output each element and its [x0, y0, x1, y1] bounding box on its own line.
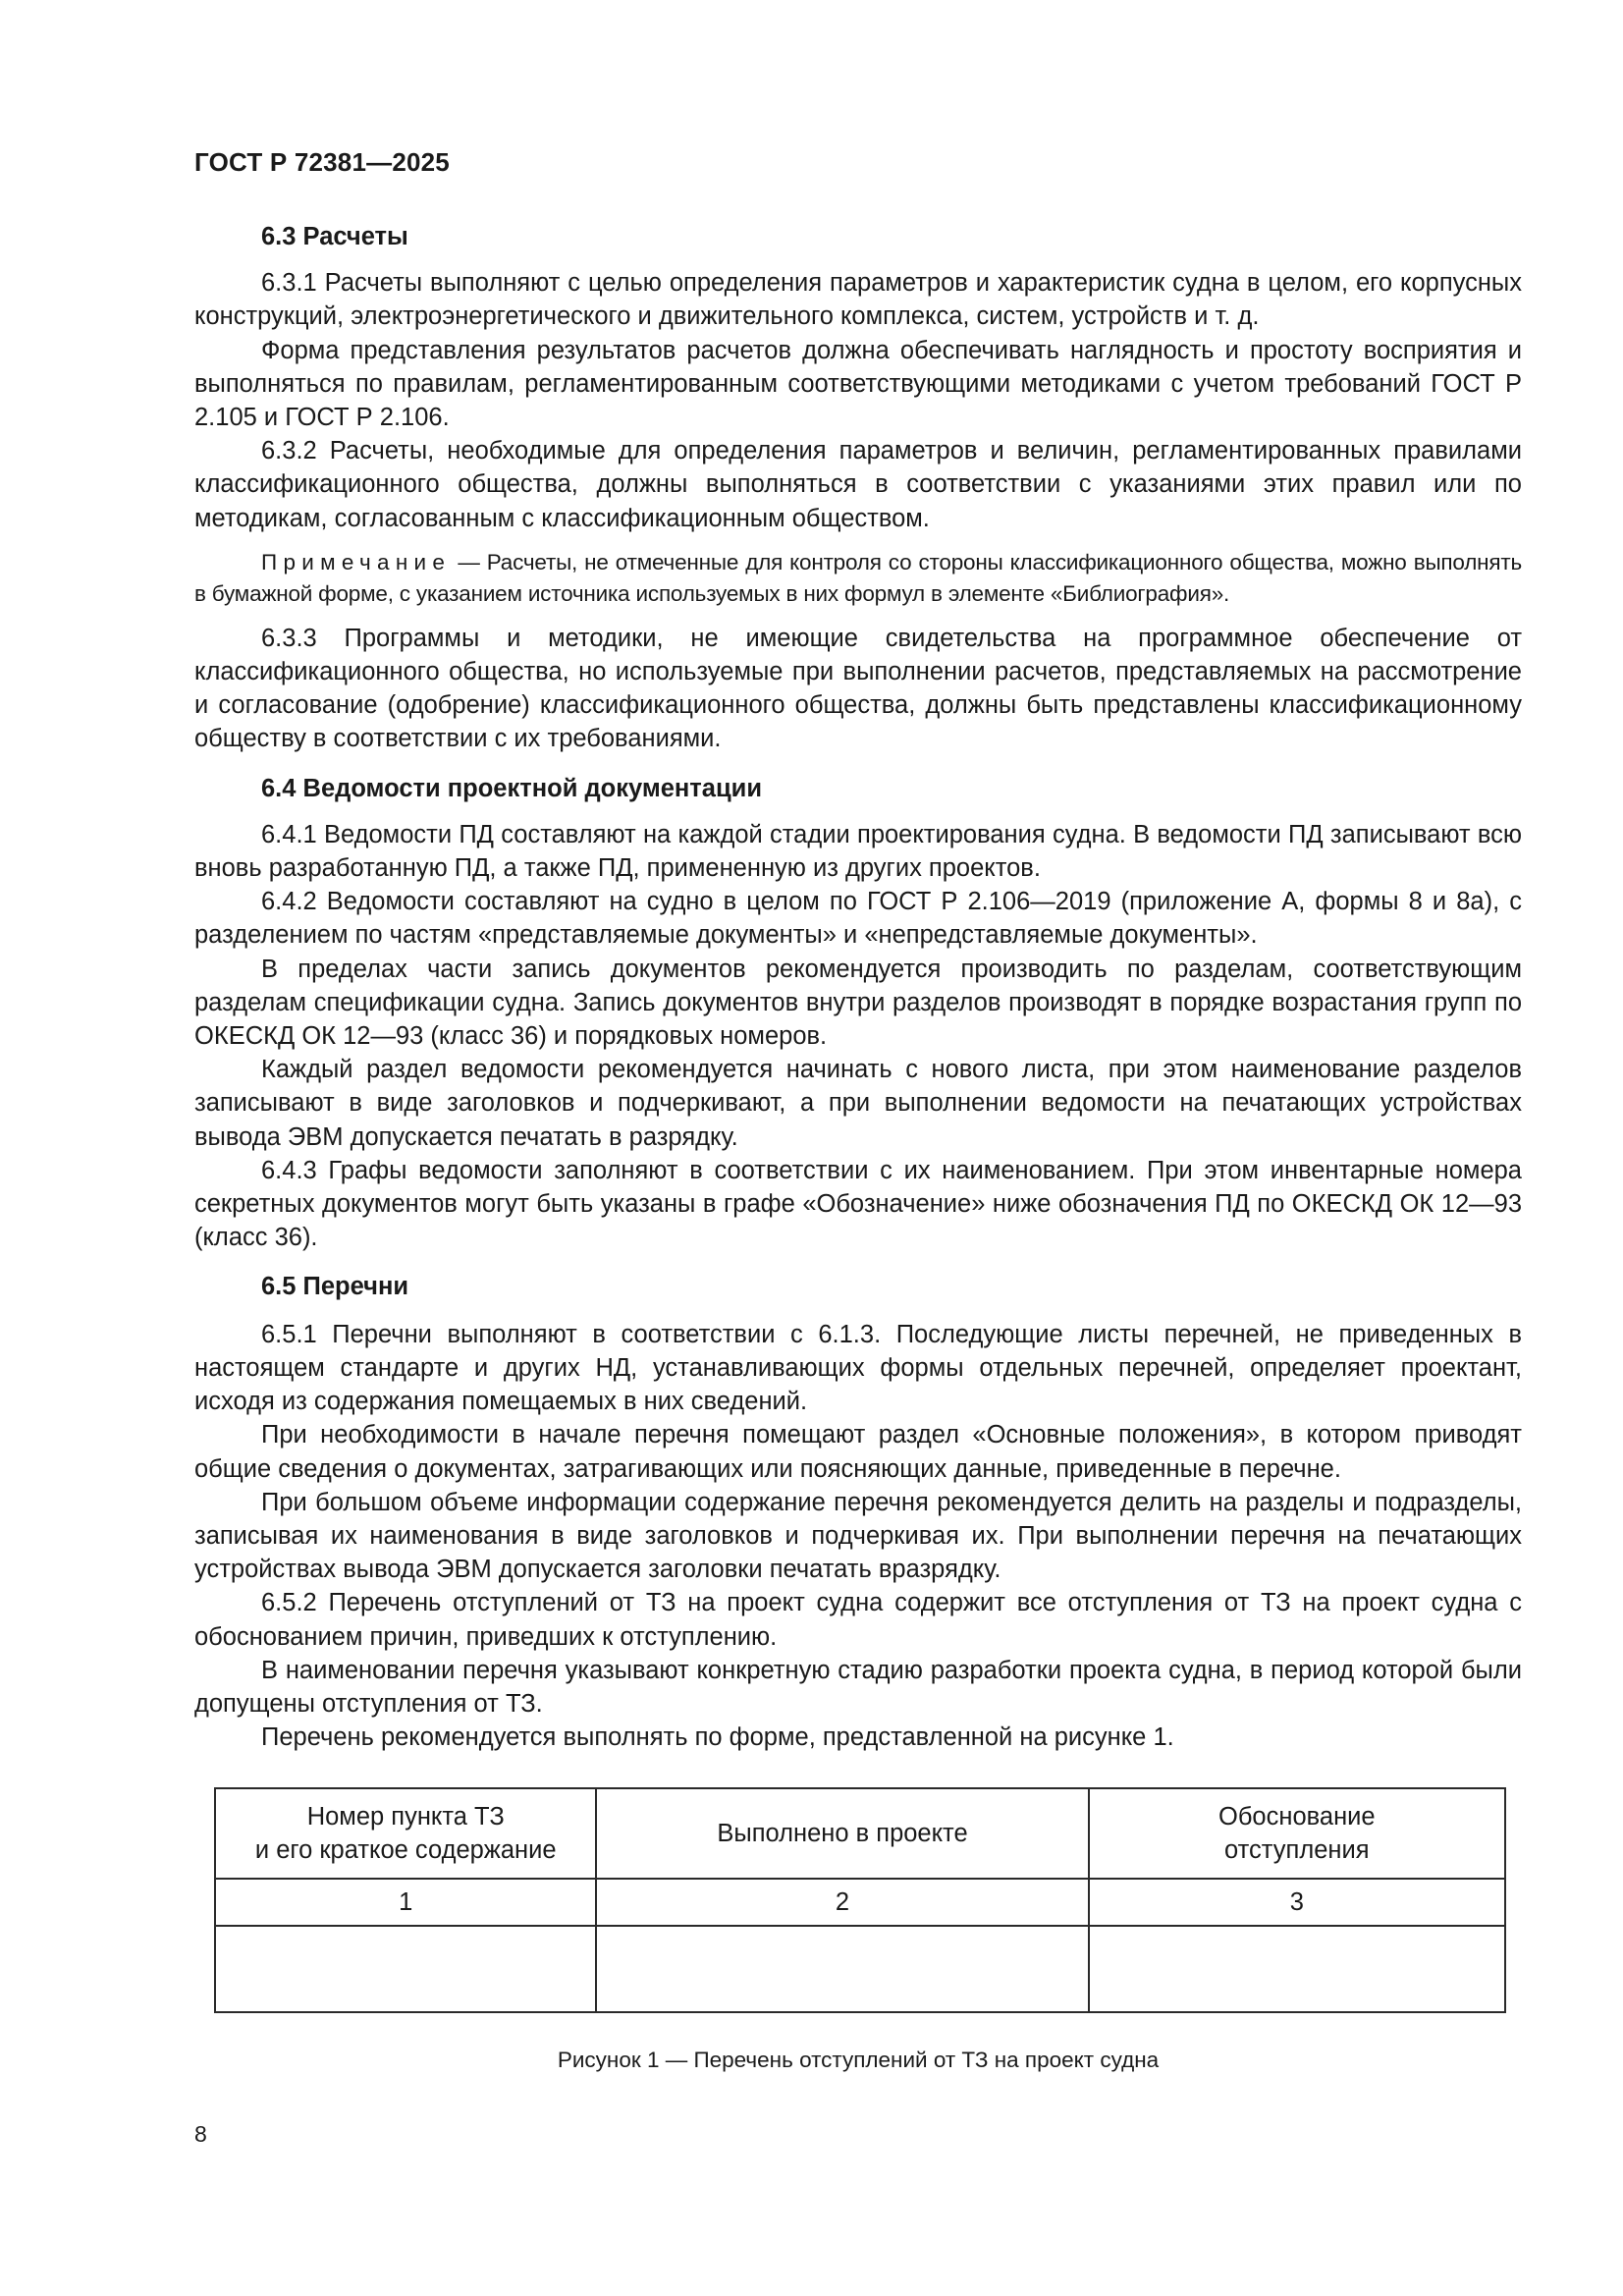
- paragraph-6-5-1-volume: При большом объеме информации содержание перечня рекомендуется делить на разделы и подразделы, записывая их наименования в виде заголовков и подчеркивая их. При выполнении перечня на печатающих устройствах вывода ЭВМ допускается заголовки печатать вразрядку.: [194, 1488, 1522, 1584]
- header-col3-line2: отступления: [1224, 1836, 1370, 1864]
- page-number: 8: [194, 2121, 207, 2147]
- header-col1-line2: и его краткое содержание: [254, 1836, 557, 1864]
- table-cell-empty: [596, 1926, 1088, 2012]
- paragraph-6-3-2: 6.3.2 Расчеты, необходимые для определения параметров и величин, регламентированных правилами классификационного общества, должны выполняться в соответствии с указаниями этих правил или по методикам, согласованным с классификационным обществом.: [194, 437, 1522, 532]
- header-col1-line1: Номер пункта ТЗ: [306, 1803, 505, 1831]
- table-cell-empty: [215, 1926, 596, 2012]
- paragraph-6-4-1: 6.4.1 Ведомости ПД составляют на каждой стадии проектирования судна. В ведомости ПД записывают всю вновь разработанную ПД, а также ПД, примененную из других проектов.: [194, 820, 1522, 883]
- paragraph-6-3-1: 6.3.1 Расчеты выполняют с целью определения параметров и характеристик судна в целом, его корпусных конструкций, электроэнергетического и движительного комплекса, систем, устройств и т. д.: [194, 269, 1522, 331]
- paragraph-6-5-1: 6.5.1 Перечни выполняют в соответствии с 6.1.3. Последующие листы перечней, не приведенных в настоящем стандарте и других НД, устанавливающих формы отдельных перечней, определяет проектант, исходя из содержания помещаемых в них сведений.: [194, 1320, 1522, 1416]
- section-heading-6-3: 6.3 Расчеты: [261, 223, 408, 250]
- paragraph-6-5-2: 6.5.2 Перечень отступлений от ТЗ на проект судна содержит все отступления от ТЗ на проект судна с обоснованием причин, приведших к отступлению.: [194, 1589, 1522, 1651]
- section-heading-6-5: 6.5 Перечни: [261, 1273, 409, 1301]
- table-cell-empty: [1089, 1926, 1505, 2012]
- table-row-empty: [215, 1926, 1505, 2012]
- table-header-row: [215, 1788, 1505, 1879]
- paragraph-6-3-3: 6.3.3 Программы и методики, не имеющие свидетельства на программное обеспечение от классификационного общества, но используемые при выполнении расчетов, представляемых на рассмотрение и согласование (одобрение) классификационного общества, должны быть представлены классификационному обществу в соответствии с их требованиями.: [194, 624, 1522, 753]
- paragraph-6-3-1-form: Форма представления результатов расчетов должна обеспечивать наглядность и простоту восприятия и выполняться по правилам, регламентированным соответствующими методиками с учетом требований ГОСТ Р 2.105 и ГОСТ Р 2.106.: [194, 336, 1522, 432]
- deviation-table: [214, 1787, 1506, 2013]
- table-cell-number: 1: [215, 1879, 596, 1926]
- note-6-3: [194, 547, 1522, 610]
- note-label: Примечание: [261, 549, 452, 574]
- table-header-cell: [215, 1788, 596, 1879]
- document-header: ГОСТ Р 72381—2025: [194, 147, 450, 177]
- section-heading-6-4: 6.4 Ведомости проектной документации: [261, 774, 762, 802]
- paragraph-6-5-2-form: Перечень рекомендуется выполнять по форме, представленной на рисунке 1.: [261, 1723, 1174, 1752]
- paragraph-6-4-2-parts: В пределах части запись документов рекомендуется производить по разделам, соответствующим разделам спецификации судна. Запись документов внутри разделов производят в порядке возрастания групп по ОКЕСКД ОК 12—93 (класс 36) и порядковых номеров.: [194, 955, 1522, 1051]
- table-header-cell: [1089, 1788, 1505, 1879]
- table-cell-number: 3: [1089, 1879, 1505, 1926]
- paragraph-6-5-1-main: При необходимости в начале перечня помещают раздел «Основные положения», в котором приводят общие сведения о документах, затрагивающих или поясняющих данные, приведенные в перечне.: [194, 1421, 1522, 1483]
- note-text: — Расчеты, не отмеченные для контроля со стороны классификационного общества, можно выполнять в бумажной форме, с указанием источника используемых в них формул в элементе «Библиография».: [194, 549, 1522, 606]
- figure-1: [214, 1787, 1506, 2013]
- paragraph-6-4-2-sections: Каждый раздел ведомости рекомендуется начинать с нового листа, при этом наименование разделов записывают в виде заголовков и подчеркивают, а при выполнении ведомости на печатающих устройствах вывода ЭВМ допускается печатать в разрядку.: [194, 1056, 1522, 1151]
- paragraph-6-4-2: 6.4.2 Ведомости составляют на судно в целом по ГОСТ Р 2.106—2019 (приложение А, формы 8 и 8а), с разделением по частям «представляемые документы» и «непредставляемые документы».: [194, 888, 1522, 950]
- table-header-cell: Выполнено в проекте: [596, 1788, 1088, 1879]
- header-col3-line1: Обоснование: [1217, 1803, 1376, 1831]
- table-cell-number: 2: [596, 1879, 1088, 1926]
- table-row-numbers: [215, 1879, 1505, 1926]
- figure-caption: Рисунок 1 — Перечень отступлений от ТЗ на проект судна: [557, 2048, 1160, 2072]
- paragraph-6-5-2-stage: В наименовании перечня указывают конкретную стадию разработки проекта судна, в период которой были допущены отступления от ТЗ.: [194, 1656, 1522, 1718]
- document-body: [194, 220, 1522, 1754]
- paragraph-6-4-3: 6.4.3 Графы ведомости заполняют в соответствии с их наименованием. При этом инвентарные номера секретных документов могут быть указаны в графе «Обозначение» ниже обозначения ПД по ОКЕСКД ОК 12—93 (класс 36).: [194, 1156, 1522, 1252]
